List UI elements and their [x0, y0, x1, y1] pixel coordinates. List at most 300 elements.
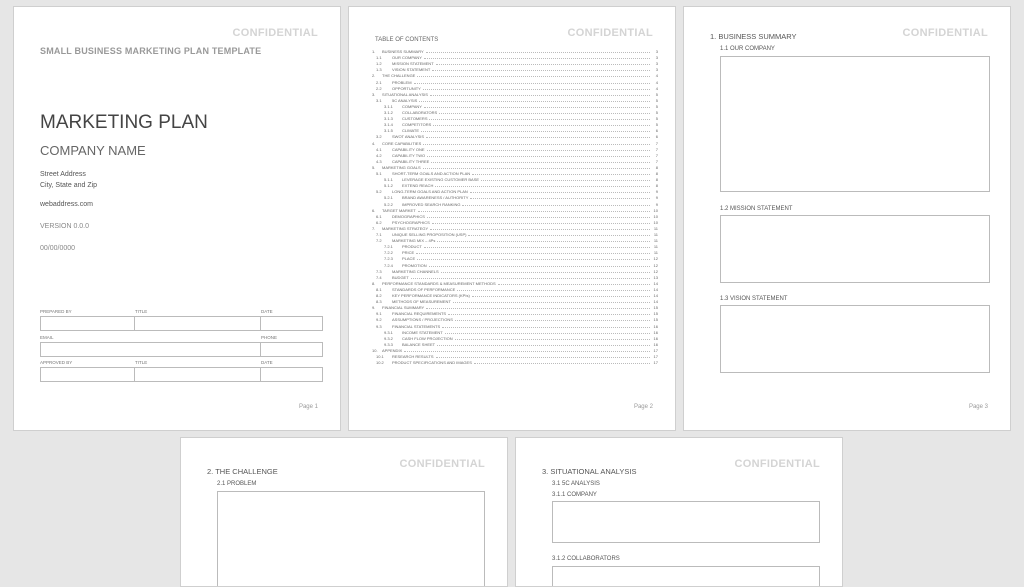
toc-entry-title: TARGET MARKET [382, 207, 416, 213]
toc-entry-number: 8.1 [376, 286, 382, 292]
toc-entry-page: 9 [655, 195, 658, 201]
toc-entry-title: CUSTOMERS [402, 116, 428, 122]
toc-entry-number: 3.1.2 [384, 110, 393, 115]
toc-entry-page: 4 [655, 79, 658, 85]
toc-entry[interactable] [372, 122, 658, 127]
toc-entry[interactable] [372, 73, 658, 78]
toc-entry-title: PRODUCT [402, 244, 422, 250]
vision-box[interactable] [720, 305, 990, 373]
toc-entry-number: 4.1 [376, 146, 382, 152]
toc-leader-dots [437, 241, 650, 242]
toc-title: TABLE OF CONTENTS [375, 37, 439, 43]
toc-entry[interactable] [372, 116, 658, 121]
subsection-heading: 1.3 VISION STATEMENT [720, 296, 788, 302]
toc-entry-page: 9 [655, 189, 658, 195]
toc-entry-title: BRAND AWARENESS / AUTHORITY [402, 195, 469, 201]
toc-entry[interactable] [372, 61, 658, 66]
toc-leader-dots [474, 363, 650, 364]
confidential-label: CONFIDENTIAL [399, 458, 485, 470]
toc-entry-page: 7 [655, 146, 658, 152]
toc-entry[interactable] [372, 330, 658, 335]
toc-entry[interactable] [372, 165, 658, 170]
toc-entry[interactable] [372, 317, 658, 322]
toc-entry-page: 3 [655, 67, 658, 73]
toc-leader-dots [423, 89, 650, 90]
company-name: COMPANY NAME [40, 143, 146, 158]
toc-entry[interactable] [372, 336, 658, 341]
toc-entry-number: 8.3 [376, 299, 382, 305]
toc-leader-dots [419, 101, 650, 102]
toc-leader-dots [421, 131, 650, 132]
toc-entry[interactable] [372, 305, 658, 310]
toc-entry-page: 7 [655, 152, 658, 158]
toc-entry-page: 3 [655, 49, 658, 54]
toc-entry[interactable] [372, 55, 658, 60]
toc-leader-dots [455, 339, 650, 340]
subsection-heading: 2.1 PROBLEM [217, 481, 257, 487]
toc-entry[interactable] [372, 354, 658, 359]
toc-entry[interactable] [372, 80, 658, 85]
toc-entry-number: 5.2 [376, 189, 382, 195]
page-5 [515, 437, 843, 587]
toc-entry-number: 5.2.1 [384, 195, 393, 201]
toc-entry-title: KEY PERFORMANCE INDICATORS (KPIs) [392, 293, 470, 298]
toc-entry[interactable] [372, 287, 658, 292]
toc-entry-page: 11 [653, 238, 658, 244]
confidential-label: CONFIDENTIAL [902, 27, 988, 39]
toc-entry-page: 5 [655, 91, 658, 97]
toc-entry-page: 10 [653, 219, 658, 225]
toc-entry[interactable] [372, 311, 658, 316]
toc-entry-number: 5.2.2 [384, 201, 393, 207]
toc-leader-dots [470, 198, 650, 199]
toc-entry-number: 1. [372, 49, 376, 54]
toc-entry-title: PSYCHOGRAPHICS [392, 219, 430, 225]
toc-entry[interactable] [372, 110, 658, 115]
toc-entry-title: RESEARCH RESULTS [392, 354, 434, 359]
date-field[interactable] [260, 316, 323, 331]
toc-leader-dots [455, 320, 650, 321]
toc-entry-number: 3.1.1 [384, 103, 393, 109]
toc-entry-number: 1.1 [376, 55, 382, 61]
toc-entry-number: 6.1 [376, 213, 382, 219]
toc-leader-dots [426, 52, 650, 53]
toc-leader-dots [430, 229, 650, 230]
toc-entry-title: LONG-TERM GOALS AND ACTION PLAN [392, 189, 468, 195]
toc-entry-page: 16 [653, 323, 658, 329]
subsection-heading: 3.1 5C ANALYSIS [552, 481, 600, 487]
toc-entry-number: 7.4 [376, 274, 382, 280]
template-title: SMALL BUSINESS MARKETING PLAN TEMPLATE [40, 46, 262, 56]
subsection-heading: 3.1.1 COMPANY [552, 492, 597, 498]
toc-entry[interactable] [372, 171, 658, 176]
phone-label: PHONE [261, 335, 278, 340]
toc-leader-dots [416, 253, 650, 254]
toc-entry-page: 14 [653, 299, 658, 305]
date-label-2: DATE [261, 360, 273, 365]
toc-entry[interactable] [372, 269, 658, 274]
toc-entry-number: 3. [372, 91, 376, 97]
toc-leader-dots [439, 113, 650, 114]
toc-entry[interactable] [372, 293, 658, 298]
collaborators-box[interactable] [552, 566, 820, 587]
toc-entry[interactable] [372, 134, 658, 139]
toc-entry-page: 13 [653, 274, 658, 280]
toc-entry-page: 4 [655, 85, 658, 91]
approved-by-label: APPROVED BY [40, 360, 73, 365]
toc-entry-title: OPPORTUNITY [392, 85, 421, 91]
toc-entry-page: 11 [653, 250, 658, 256]
toc-entry-title: STANDARDS OF PERFORMANCE [392, 286, 456, 292]
our-company-box[interactable] [720, 56, 990, 192]
toc-entry-page: 5 [655, 97, 658, 103]
toc-entry-title: INCOME STATEMENT [402, 329, 443, 335]
page-3 [683, 6, 1011, 431]
toc-entry-title: MISSION STATEMENT [392, 61, 434, 67]
section-heading: 2. THE CHALLENGE [207, 467, 278, 476]
toc-entry-number: 6.2 [376, 219, 382, 225]
toc-entry-title: VISION STATEMENT [392, 67, 431, 73]
toc-entry-number: 7.2.4 [384, 262, 393, 268]
toc-entry-title: PROBLEM [392, 79, 412, 85]
toc-entry-number: 5.1.1 [384, 177, 393, 183]
toc-entry[interactable] [372, 232, 658, 237]
email-field[interactable] [40, 342, 261, 357]
toc-entry[interactable] [372, 128, 658, 133]
toc-leader-dots [427, 156, 650, 157]
toc-entry[interactable] [372, 183, 658, 188]
toc-entry[interactable] [372, 177, 658, 182]
toc-entry-page: 8 [655, 171, 658, 176]
toc-entry[interactable] [372, 67, 658, 72]
toc-leader-dots [431, 162, 650, 163]
toc-entry-number: 9.2 [376, 317, 382, 323]
section-heading: 1. BUSINESS SUMMARY [710, 32, 797, 41]
toc-entry[interactable] [372, 208, 658, 213]
toc-entry[interactable] [372, 220, 658, 225]
email-label: EMAIL [40, 335, 54, 340]
toc-entry-number: 3.2 [376, 134, 382, 140]
confidential-label: CONFIDENTIAL [232, 27, 318, 39]
page-number: Page 3 [968, 404, 988, 410]
toc-entry-number: 4.2 [376, 152, 382, 158]
toc-entry-number: 5. [372, 164, 376, 170]
toc-entry-page: 5 [655, 122, 658, 128]
toc-entry[interactable] [372, 104, 658, 109]
toc-entry-title: THE CHALLENGE [382, 73, 416, 79]
toc-entry-number: 7.3 [376, 268, 382, 274]
toc-entry[interactable] [372, 275, 658, 280]
toc-leader-dots [424, 107, 650, 108]
toc-entry-number: 4.3 [376, 158, 382, 164]
toc-entry-page: 5 [655, 116, 658, 122]
toc-entry[interactable] [372, 86, 658, 91]
title-label-2: TITLE [135, 360, 148, 365]
toc-entry-title: MARKETING STRATEGY [382, 225, 429, 231]
toc-entry-page: 14 [653, 280, 658, 286]
toc-entry-number: 3.1.4 [384, 122, 393, 128]
toc-entry-title: BUSINESS SUMMARY [382, 49, 424, 54]
toc-entry-number: 7. [372, 225, 376, 231]
toc-entry[interactable] [372, 244, 658, 249]
toc-entry-title: PERFORMANCE STANDARDS & MEASUREMENT METHODS [382, 280, 496, 286]
toc-entry-page: 14 [653, 293, 658, 298]
toc-leader-dots [430, 95, 650, 96]
toc-entry-page: 16 [653, 329, 658, 335]
toc-leader-dots [441, 272, 650, 273]
page-1 [13, 6, 341, 431]
toc-leader-dots [435, 186, 650, 187]
toc-entry-title: FINANCIAL STATEMENTS [392, 323, 441, 329]
toc-entry-page: 8 [655, 164, 658, 170]
approved-by-field[interactable] [40, 367, 135, 382]
toc-entry-title: OUR COMPANY [392, 55, 422, 61]
toc-leader-dots [424, 58, 650, 59]
phone-field[interactable] [260, 342, 323, 357]
toc-entry-page: 12 [653, 262, 658, 268]
toc-entry[interactable] [372, 147, 658, 152]
toc-entry-title: COMPETITORS [402, 122, 432, 128]
toc-entry-page: 3 [655, 61, 658, 67]
toc-entry[interactable] [372, 214, 658, 219]
toc-leader-dots [432, 223, 650, 224]
problem-box[interactable] [217, 491, 485, 587]
toc-entry-title: BUDGET [392, 274, 409, 280]
toc-entry-number: 7.2.1 [384, 244, 393, 250]
toc-entry-number: 9.3 [376, 323, 382, 329]
toc-entry-title: FINANCIAL REQUIREMENTS [392, 311, 447, 317]
toc-entry-number: 5.1 [376, 171, 382, 176]
toc-entry-number: 9.3.3 [384, 341, 393, 347]
toc-entry-title: IMPROVED SEARCH RANKING [402, 201, 461, 207]
toc-entry-page: 15 [653, 311, 658, 317]
subsection-heading: 1.1 OUR COMPANY [720, 46, 775, 52]
street-address: Street Address [40, 171, 86, 178]
toc-entry-title: PROMOTION [402, 262, 427, 268]
toc-entry-title: CAPABILITY ONE [392, 146, 425, 152]
toc-entry[interactable] [372, 299, 658, 304]
toc-entry-page: 12 [653, 268, 658, 274]
toc-entry[interactable] [372, 202, 658, 207]
page-number: Page 1 [298, 404, 318, 410]
toc-entry-title: DEMOGRAPHICS [392, 213, 425, 219]
subsection-heading: 1.2 MISSION STATEMENT [720, 206, 793, 212]
toc-leader-dots [437, 345, 650, 346]
toc-entry-number: 3.1.5 [384, 128, 393, 134]
toc-entry[interactable] [372, 226, 658, 231]
toc-entry-page: 15 [653, 317, 658, 323]
toc-entry-number: 7.1 [376, 232, 382, 237]
toc-entry-number: 2.1 [376, 79, 382, 85]
toc-entry-title: PRODUCT SPECIFICATIONS AND IMAGES [392, 360, 472, 366]
toc-entry-title: COLLABORATORS [402, 110, 438, 115]
toc-entry[interactable] [372, 195, 658, 200]
toc-leader-dots [448, 314, 650, 315]
toc-entry-page: 11 [653, 232, 658, 237]
toc-entry[interactable] [372, 342, 658, 347]
toc-entry-page: 11 [653, 225, 658, 231]
toc-leader-dots [470, 192, 650, 193]
toc-entry-page: 3 [655, 55, 658, 61]
title-field[interactable] [134, 316, 261, 331]
toc-entry-number: 10.1 [376, 354, 384, 359]
toc-entry[interactable] [372, 238, 658, 243]
toc-leader-dots [462, 205, 650, 206]
toc-entry-page: 15 [653, 305, 658, 311]
toc-leader-dots [433, 125, 650, 126]
toc-leader-dots [411, 278, 650, 279]
toc-entry-title: PLACE [402, 256, 416, 262]
company-box[interactable] [552, 501, 820, 543]
toc-entry-title: COMPANY [402, 103, 422, 109]
toc-leader-dots [417, 76, 650, 77]
toc-entry[interactable] [372, 324, 658, 329]
toc-leader-dots [404, 351, 650, 352]
toc-leader-dots [457, 290, 650, 291]
toc-entry-title: LEVERAGE EXISTING CUSTOMER BASE [402, 177, 480, 183]
toc-entry[interactable] [372, 159, 658, 164]
toc-leader-dots [445, 333, 650, 334]
toc-entry-number: 8. [372, 280, 376, 286]
prepared-by-label: PREPARED BY [40, 309, 72, 314]
toc-entry-number: 3.1.3 [384, 116, 393, 122]
date-field-2[interactable] [260, 367, 323, 382]
toc-entry-title: 5C ANALYSIS [392, 97, 418, 103]
toc-entry[interactable] [372, 141, 658, 146]
toc-entry-title: SWOT ANALYSIS [392, 134, 425, 140]
toc-leader-dots [423, 144, 650, 145]
toc-entry-page: 10 [653, 207, 658, 213]
subsection-heading: 3.1.2 COLLABORATORS [552, 556, 620, 562]
toc-entry-number: 7.2.3 [384, 256, 393, 262]
toc-entry-title: CORE CAPABILITIES [382, 140, 422, 146]
toc-entry-page: 11 [653, 244, 658, 250]
toc-entry-number: 1.3 [376, 67, 382, 73]
toc-entry-title: APPENDIX [382, 347, 403, 353]
toc-entry-number: 9. [372, 305, 376, 311]
title-field-2[interactable] [134, 367, 261, 382]
toc-leader-dots [481, 180, 650, 181]
toc-entry-page: 6 [655, 128, 658, 134]
toc-entry-title: METHODS OF MEASUREMENT [392, 299, 451, 305]
page-4 [180, 437, 508, 587]
toc-entry-page: 17 [653, 347, 658, 353]
toc-leader-dots [472, 296, 650, 297]
toc-entry-number: 7.2 [376, 238, 382, 244]
toc-entry-page: 5 [655, 103, 658, 109]
toc-leader-dots [427, 150, 650, 151]
city-state-zip: City, State and Zip [40, 182, 98, 189]
toc-entry[interactable] [372, 49, 658, 54]
toc-entry[interactable] [372, 360, 658, 365]
toc-leader-dots [453, 302, 650, 303]
toc-entry[interactable] [372, 263, 658, 268]
toc-entry[interactable] [372, 92, 658, 97]
toc-leader-dots [426, 308, 650, 309]
version: VERSION 0.0.0 [40, 223, 90, 230]
toc-entry-number: 10. [372, 347, 378, 353]
date-label: DATE [261, 309, 273, 314]
toc-entry-title: CASH FLOW PROJECTION [402, 335, 453, 341]
toc-leader-dots [417, 259, 650, 260]
prepared-by-field[interactable] [40, 316, 135, 331]
toc-leader-dots [436, 64, 650, 65]
toc-leader-dots [472, 174, 650, 175]
toc-entry-title: ASSUMPTIONS / PROJECTIONS [392, 317, 453, 323]
toc-entry-page: 16 [653, 341, 658, 347]
toc-entry-number: 3.1 [376, 97, 382, 103]
toc-entry-title: SITUATIONAL ANALYSIS [382, 91, 428, 97]
toc-entry-page: 8 [655, 183, 658, 189]
toc-entry-number: 2.2 [376, 85, 382, 91]
toc-entry-page: 7 [655, 158, 658, 164]
toc-entry-page: 14 [653, 286, 658, 292]
toc-entry-title: SHORT-TERM GOALS AND ACTION PLAN [392, 171, 471, 176]
toc-leader-dots [414, 83, 650, 84]
toc-entry-number: 5.1.2 [384, 183, 393, 189]
web-address: webaddress.com [40, 201, 93, 208]
page-number: Page 2 [633, 404, 653, 410]
toc-entry-page: 17 [653, 360, 658, 366]
toc-entry-page: 7 [655, 140, 658, 146]
toc-leader-dots [436, 357, 650, 358]
toc-entry-title: FINANCIAL SUMMARY [382, 305, 425, 311]
toc-entry-title: MARKETING CHANNELS [392, 268, 439, 274]
toc-entry[interactable] [372, 153, 658, 158]
toc-leader-dots [498, 284, 650, 285]
toc-entry[interactable] [372, 281, 658, 286]
toc-entry-title: MARKETING GOALS [382, 164, 421, 170]
toc-entry-page: 17 [653, 354, 658, 359]
toc-entry-title: MARKETING MIX – 4Ps [392, 238, 436, 244]
toc-entry-title: CAPABILITY TWO [392, 152, 426, 158]
toc-entry-number: 1.2 [376, 61, 382, 67]
section-heading: 3. SITUATIONAL ANALYSIS [542, 467, 637, 476]
mission-box[interactable] [720, 215, 990, 283]
toc-entry-page: 6 [655, 134, 658, 140]
toc-entry-page: 8 [655, 177, 658, 183]
date: 00/00/0000 [40, 245, 76, 252]
toc-entry-page: 9 [655, 201, 658, 207]
toc-entry-number: 7.2.2 [384, 250, 393, 256]
page-2 [348, 6, 676, 431]
toc-entry[interactable] [372, 348, 658, 353]
toc-entry[interactable] [372, 98, 658, 103]
toc-leader-dots [426, 137, 650, 138]
toc-entry-page: 5 [655, 110, 658, 115]
toc-entry-title: CAPABILITY THREE [392, 158, 430, 164]
toc-entry-number: 6. [372, 207, 376, 213]
toc-leader-dots [424, 247, 650, 248]
toc-entry-title: CLIMATE [402, 128, 420, 134]
marketing-plan-heading: MARKETING PLAN [40, 112, 208, 133]
toc-entry-number: 8.2 [376, 293, 382, 298]
toc-entry-number: 9.3.1 [384, 329, 393, 335]
toc-entry[interactable] [372, 189, 658, 194]
toc-entry[interactable] [372, 256, 658, 261]
toc-entry-title: PRICE [402, 250, 415, 256]
toc-leader-dots [429, 119, 650, 120]
toc-entry-page: 16 [653, 335, 658, 341]
toc-leader-dots [442, 327, 650, 328]
toc-entry-number: 2. [372, 73, 376, 79]
toc-entry-title: BALANCE SHEET [402, 341, 436, 347]
toc-entry-page: 10 [653, 213, 658, 219]
toc-entry[interactable] [372, 250, 658, 255]
toc-leader-dots [423, 168, 650, 169]
toc-leader-dots [432, 70, 650, 71]
toc-leader-dots [427, 217, 650, 218]
